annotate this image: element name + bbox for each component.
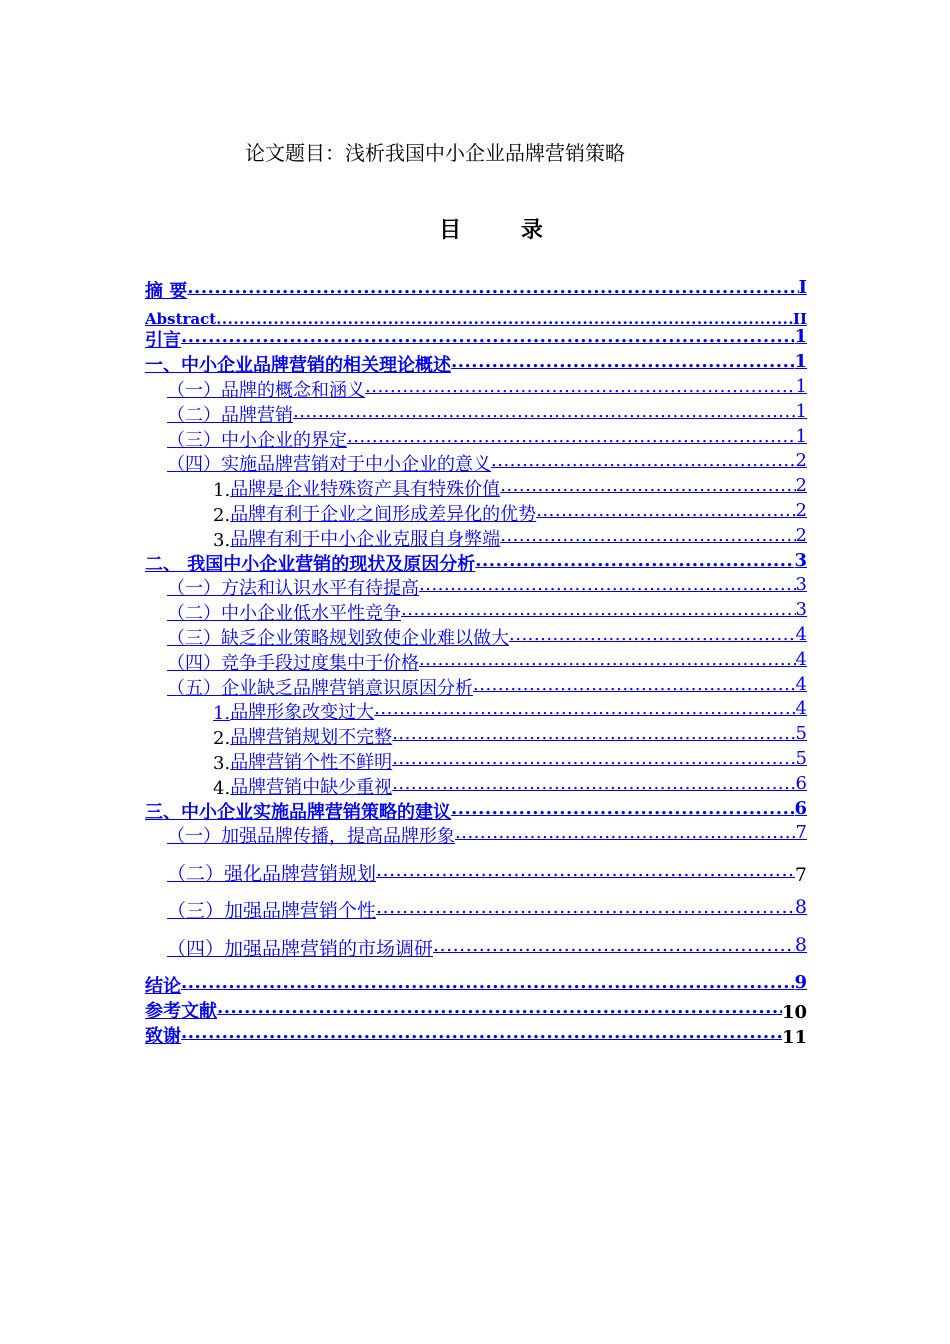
toc-entry-text: （一）品牌的概念和涵义 — [167, 379, 365, 401]
toc-entry-section[interactable] — [145, 377, 807, 402]
toc-entry-page: I — [798, 278, 807, 298]
toc-entry-subsection[interactable] — [145, 526, 807, 551]
toc-entry-text: 参考文献 — [145, 1001, 217, 1023]
toc-entry-text: （四）实施品牌营销对于中小企业的意义 — [167, 454, 491, 476]
toc-entry-conclusion[interactable] — [145, 961, 807, 999]
toc-entry-page: 11 — [781, 1026, 807, 1048]
toc-entry-text: （四）加强品牌营销的市场调研 — [167, 937, 434, 960]
toc-entry-abstract-en[interactable] — [145, 303, 807, 328]
toc-entry-number: 3. — [213, 752, 231, 774]
toc-entry-section[interactable] — [145, 824, 807, 849]
toc-entry-number: 2. — [213, 728, 231, 750]
toc-entry-text: Abstract — [145, 309, 217, 328]
toc-entry-page: 2 — [795, 476, 807, 497]
toc-entry-page: 4 — [795, 625, 807, 645]
toc-entry-text: （三）缺乏企业策略规划致使企业难以做大 — [167, 627, 509, 649]
toc-entry-number: 1. — [213, 703, 231, 725]
toc-entry-page: 10 — [781, 1002, 807, 1024]
toc-entry-text: （一）加强品牌传播，提高品牌形象 — [167, 826, 455, 848]
thesis-title-label: 论文题目： — [245, 141, 345, 165]
toc-entry-text: 品牌形象改变过大 — [230, 702, 375, 724]
toc-entry-text: 品牌营销个性不鲜明 — [230, 751, 393, 773]
toc-entry-page: II — [792, 309, 807, 328]
toc-entry-page: 2 — [795, 525, 807, 546]
toc-entry-section[interactable] — [145, 452, 807, 477]
toc-entry-acknowledgements[interactable] — [145, 1023, 807, 1048]
toc-entry-text: 致谢 — [145, 1025, 181, 1047]
toc-entry-page: 1 — [794, 327, 807, 348]
toc-entry-section[interactable] — [145, 402, 807, 427]
toc-entry-text: （四）竞争手段过度集中于价格 — [167, 652, 419, 674]
toc-entry-number: 4. — [213, 777, 231, 799]
table-of-contents — [145, 278, 807, 1048]
thesis-title — [245, 140, 625, 166]
toc-entry-text: 品牌是企业特殊资产具有特殊价值 — [230, 479, 501, 501]
toc-entry-page: 6 — [794, 798, 807, 819]
toc-entry-text: 结论 — [145, 976, 181, 998]
toc-entry-section[interactable] — [145, 576, 807, 601]
toc-entry-number: 1. — [213, 480, 231, 502]
toc-entry-chapter-2[interactable] — [145, 551, 807, 576]
toc-entry-subsection[interactable] — [145, 501, 807, 526]
toc-entry-text: （二）品牌营销 — [167, 404, 293, 426]
toc-entry-subsection[interactable] — [145, 700, 807, 725]
toc-entry-subsection[interactable] — [145, 476, 807, 501]
toc-entry-introduction[interactable] — [145, 328, 807, 353]
toc-entry-page: 8 — [794, 933, 807, 956]
toc-entry-chapter-1[interactable] — [145, 352, 807, 377]
thesis-title-value: 浅析我国中小企业品牌营销策略 — [345, 141, 625, 165]
toc-entry-text: （三）中小企业的界定 — [167, 429, 347, 451]
toc-entry-text: 品牌营销中缺少重视 — [230, 776, 393, 798]
toc-entry-page: 4 — [795, 649, 807, 670]
toc-entry-text: （二）中小企业低水平性竞争 — [167, 603, 401, 625]
toc-entry-section[interactable] — [145, 427, 807, 452]
toc-entry-text: 品牌营销规划不完整 — [230, 727, 393, 749]
toc-entry-page: 1 — [795, 426, 807, 447]
toc-entry-page: 3 — [795, 575, 807, 596]
toc-entry-text: 一、中小企业品牌营销的相关理论概述 — [145, 355, 451, 377]
toc-entry-page: 1 — [795, 401, 807, 422]
toc-entry-page: 8 — [794, 896, 807, 919]
toc-entry-page: 5 — [795, 749, 807, 769]
toc-entry-page: 7 — [794, 863, 807, 886]
toc-entry-page: 1 — [795, 377, 807, 397]
toc-entry-text: （三）加强品牌营销个性 — [167, 900, 377, 923]
toc-entry-text: （二）强化品牌营销规划 — [167, 862, 377, 885]
toc-entry-text: 品牌有利于中小企业克服自身弊端 — [230, 528, 501, 550]
toc-entry-references[interactable] — [145, 998, 807, 1023]
toc-entry-text: 二、 我国中小企业营销的现状及原因分析 — [145, 553, 476, 575]
toc-entry-page: 3 — [794, 550, 807, 571]
toc-entry-text: 品牌有利于企业之间形成差异化的优势 — [230, 503, 537, 525]
toc-entry-page: 4 — [795, 699, 807, 720]
toc-entry-text: 摘 要 — [145, 280, 188, 302]
toc-entry-number: 3. — [213, 529, 231, 551]
toc-entry-page: 2 — [795, 501, 807, 521]
toc-entry-subsection[interactable] — [145, 774, 807, 799]
toc-entry-page: 4 — [795, 674, 807, 695]
toc-entry-section[interactable] — [145, 886, 807, 924]
toc-entry-subsection[interactable] — [145, 749, 807, 774]
toc-entry-text: 引言 — [145, 330, 181, 352]
toc-entry-chapter-3[interactable] — [145, 799, 807, 824]
toc-entry-page: 7 — [795, 823, 807, 844]
toc-entry-page: 2 — [795, 451, 807, 472]
toc-entry-section[interactable] — [145, 625, 807, 650]
toc-entry-text: 三、中小企业实施品牌营销策略的建议 — [145, 801, 451, 823]
toc-entry-page: 3 — [795, 600, 807, 621]
toc-entry-page: 9 — [794, 972, 807, 994]
toc-entry-page: 5 — [795, 724, 807, 745]
toc-entry-text: （一）方法和认识水平有待提高 — [167, 578, 419, 600]
toc-entry-section[interactable] — [145, 848, 807, 886]
toc-entry-section[interactable] — [145, 600, 807, 625]
toc-entry-section[interactable] — [145, 675, 807, 700]
toc-entry-page: 6 — [795, 773, 807, 794]
toc-entry-number: 2. — [213, 504, 231, 526]
toc-entry-text: （五）企业缺乏品牌营销意识原因分析 — [167, 677, 473, 699]
toc-entry-subsection[interactable] — [145, 724, 807, 749]
toc-heading: 目 录 — [439, 218, 569, 243]
toc-entry-section[interactable] — [145, 650, 807, 675]
toc-entry-section[interactable] — [145, 923, 807, 961]
toc-entry-abstract-cn[interactable] — [145, 278, 807, 303]
toc-entry-page: 1 — [794, 352, 807, 373]
